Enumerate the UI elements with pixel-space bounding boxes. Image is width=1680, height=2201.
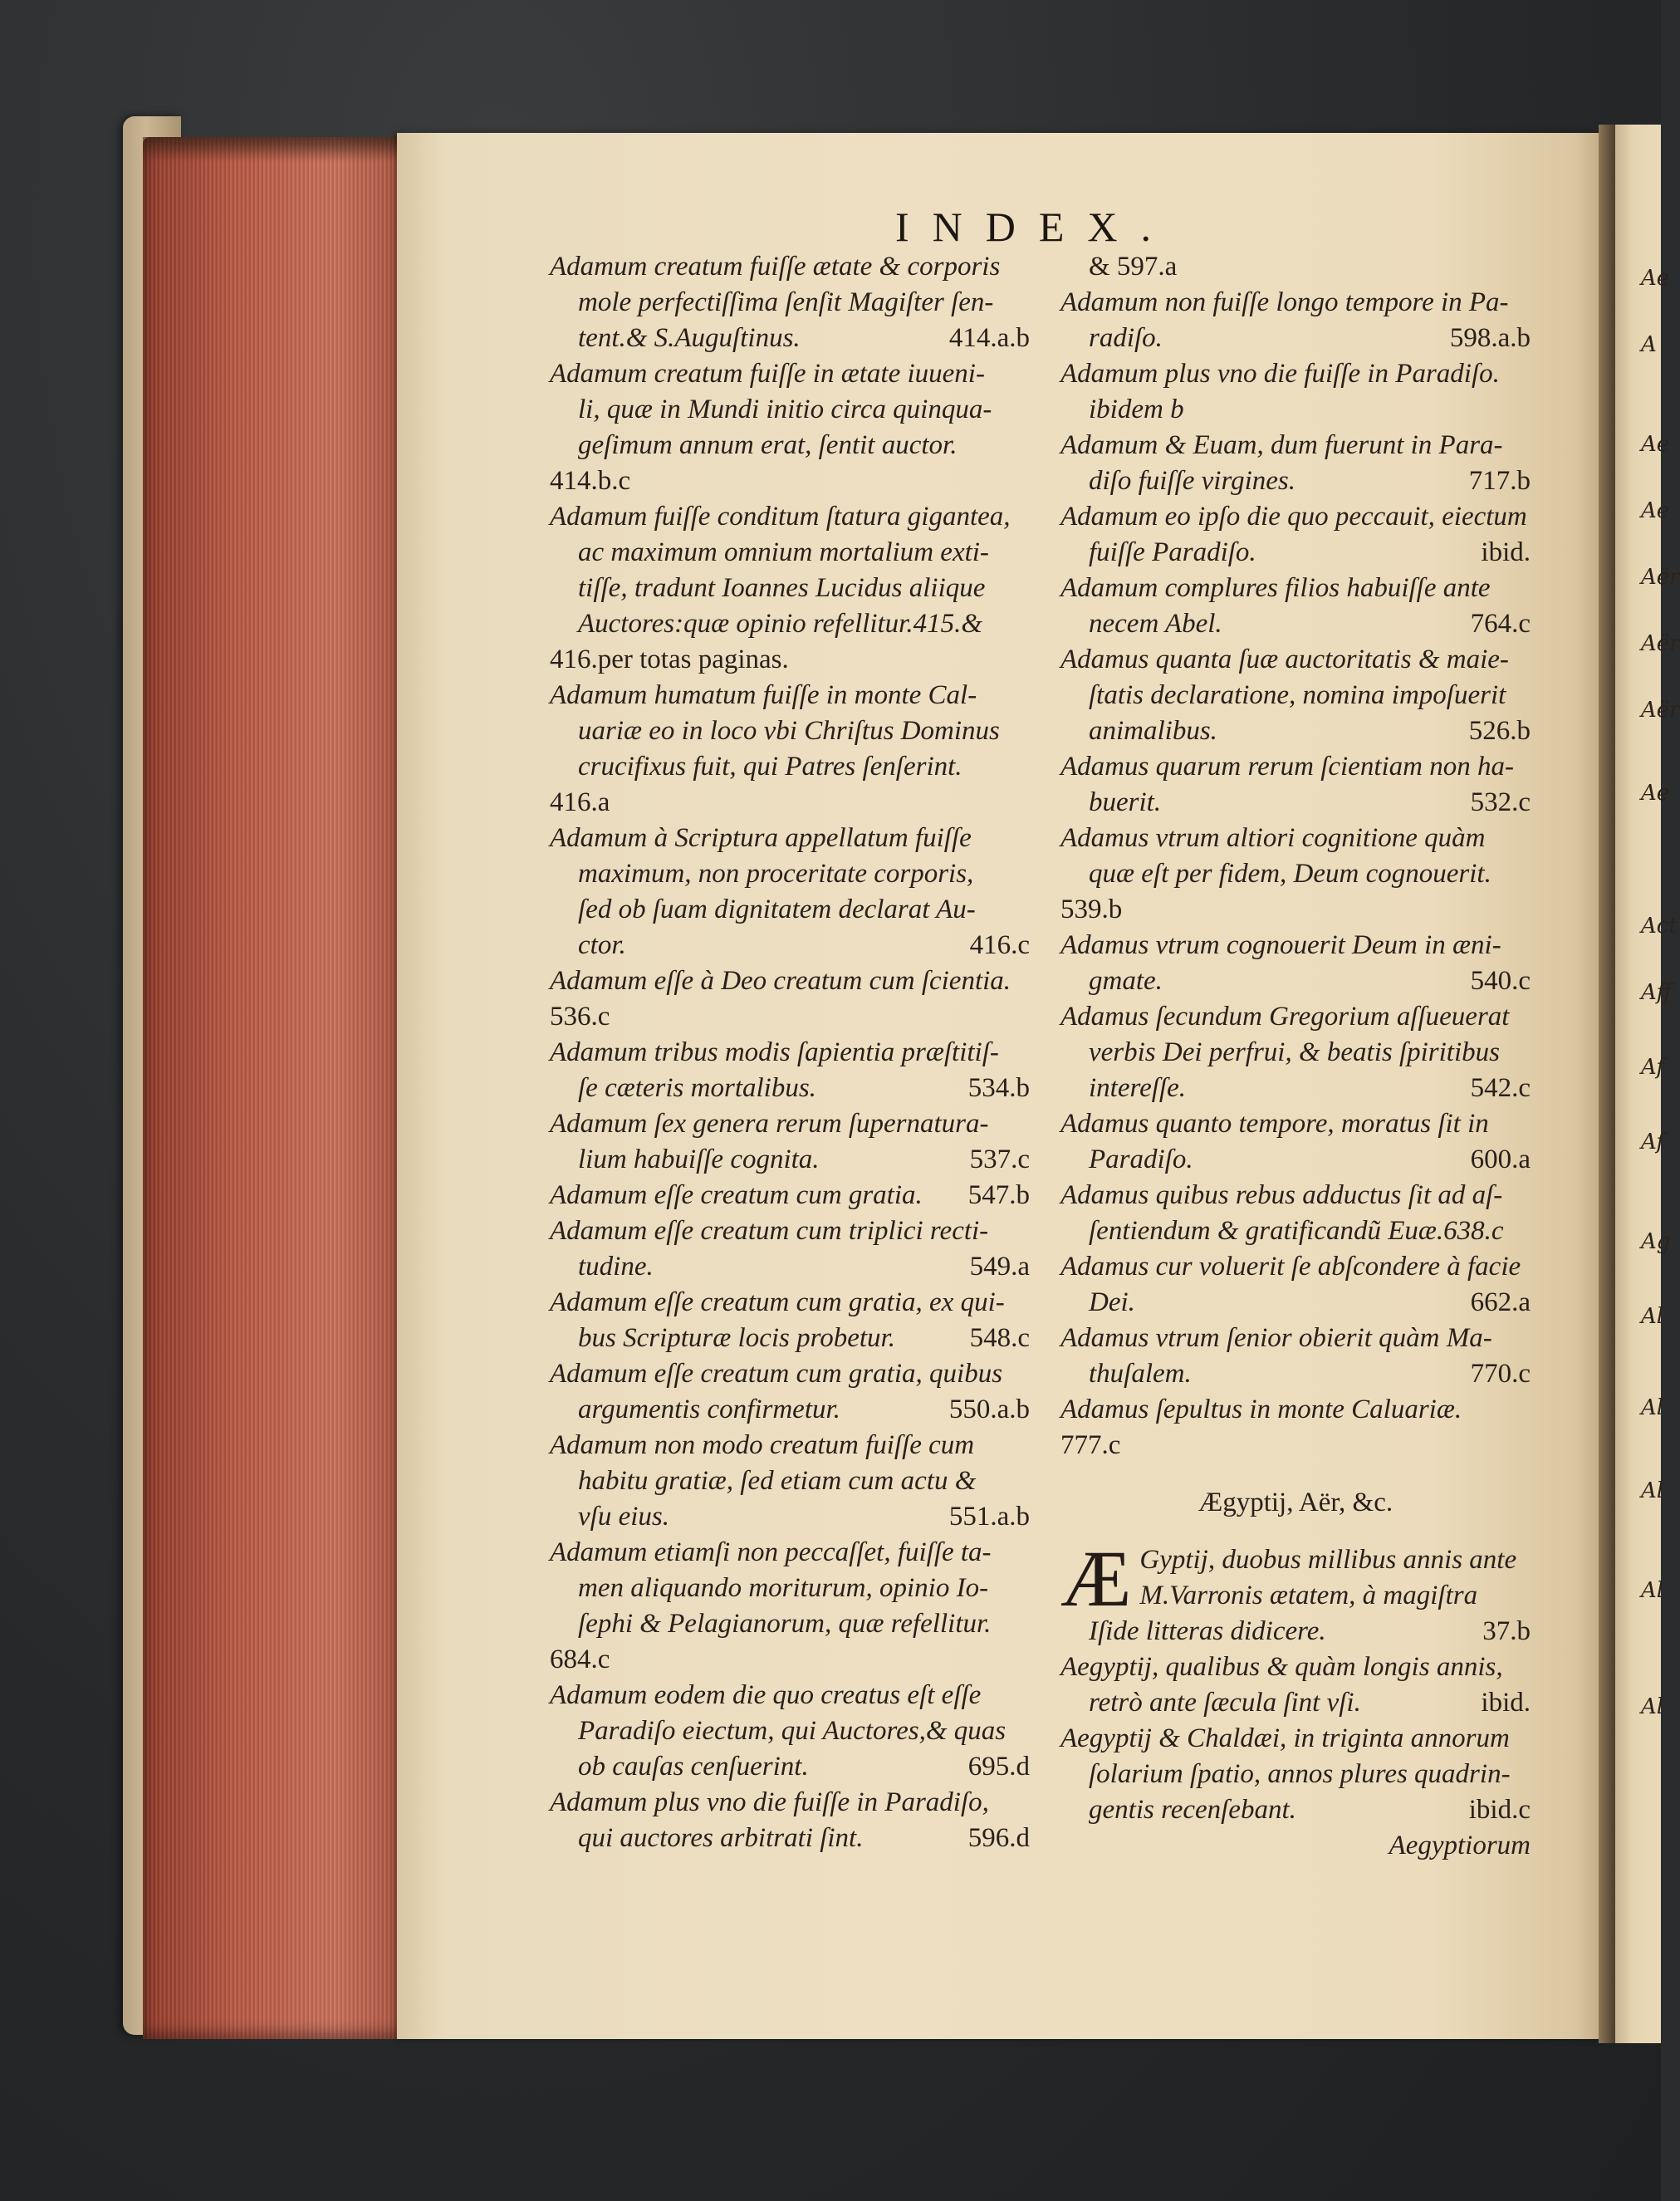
index-entry [550, 249, 1030, 356]
entry-line: Adamus ſecundum Gregorium aſſueuerat [1060, 1002, 1510, 1032]
page-reference: 547.b [967, 1180, 1030, 1210]
entry-line [1060, 321, 1531, 356]
index-entry [1060, 1650, 1531, 1721]
entry-line: Adamum à Scriptura appellatum fuiſſe [550, 823, 972, 853]
page-reference: 662.a [1470, 1287, 1531, 1317]
index-entry [550, 1428, 1030, 1535]
entry-line: uariæ eo in loco vbi Chriſtus Dominus [578, 716, 1000, 746]
entry-line: ſed ob ſuam dignitatem declarat Au- [578, 895, 976, 924]
entry-line: Adamum plus vno die fuiſſe in Paradiſo. [1060, 359, 1500, 389]
entry-line [1060, 535, 1531, 571]
entry-text: tudine. [578, 1252, 654, 1282]
entry-line [550, 321, 1030, 356]
facing-page-glyph: A [1641, 332, 1657, 357]
facing-page-glyph: Ag [1641, 1229, 1671, 1254]
page-reference: 416.per totas paginas. [550, 645, 789, 674]
page-reference: 534.b [967, 1073, 1030, 1103]
entry-line: Aegyptij & Chaldæi, in triginta annorum [1060, 1723, 1510, 1753]
facing-page-glyph: Al [1641, 1694, 1664, 1719]
entry-line [1060, 1614, 1531, 1650]
entry-line [1060, 785, 1531, 821]
index-entry [1060, 999, 1531, 1106]
index-entry [550, 821, 1030, 963]
index-entry [1060, 356, 1531, 428]
entry-line [550, 1392, 1030, 1428]
page-reference: 526.b [1468, 716, 1531, 746]
index-entry [1060, 1721, 1531, 1828]
entry-line [550, 1071, 1030, 1106]
entry-line [1060, 713, 1531, 749]
index-entry [1060, 821, 1531, 928]
entry-text: buerit. [1089, 787, 1162, 817]
page-reference: 550.a.b [948, 1395, 1030, 1424]
entry-line: Adamum eſſe creatum cum gratia, ex qui- [550, 1287, 1005, 1317]
entry-line: Adamus quibus rebus adductus ſit ad aſ- [1060, 1180, 1503, 1210]
entry-text: ſe cæteris mortalibus. [578, 1073, 816, 1103]
page-edges-red [143, 137, 417, 2039]
right-column [1060, 249, 1531, 1864]
page-reference: 551.a.b [948, 1502, 1030, 1532]
section-title: Ægyptij, Aër, &c. [1198, 1488, 1393, 1517]
drop-cap-letter: Æ [1060, 1534, 1132, 1623]
facing-page-glyph: Aër [1641, 565, 1680, 590]
entry-line [1060, 606, 1531, 642]
index-entry [550, 678, 1030, 821]
page-reference: 540.c [1470, 966, 1531, 996]
entry-line: li, quæ in Mundi initio circa quinqua- [578, 395, 992, 424]
entry-line [550, 928, 1030, 963]
facing-page-glyph: Al [1641, 1578, 1664, 1603]
entry-line: tiſſe, tradunt Ioannes Lucidus aliique [578, 573, 986, 603]
page-reference: 596.d [967, 1823, 1030, 1853]
entry-line [550, 1321, 1030, 1356]
entry-line: geſimum annum erat, ſentit auctor. [578, 430, 958, 460]
entry-text: animalibus. [1089, 716, 1217, 746]
index-entry [550, 1106, 1030, 1178]
entry-text: diſo fuiſſe virgines. [1089, 466, 1296, 496]
entry-line [550, 1749, 1030, 1785]
page-reference: 536.c [550, 1002, 610, 1032]
page-reference: 37.b [1482, 1616, 1531, 1646]
entry-line: quæ eſt per fidem, Deum cognouerit. [1089, 859, 1491, 889]
facing-page-strip [1615, 125, 1664, 2043]
index-entry [550, 1535, 1030, 1678]
entry-text: fuiſſe Paradiſo. [1089, 537, 1256, 567]
index-entry [1060, 1534, 1531, 1650]
entry-text: tent.& S.Auguſtinus. [578, 323, 801, 353]
entry-text: retrò ante ſæcula ſint vſi. [1089, 1688, 1361, 1718]
entry-line: Adamum eo ipſo die quo peccauit, eiectum [1060, 502, 1527, 532]
index-entry [550, 499, 1030, 678]
entry-line: Adamum non fuiſſe longo tempore in Pa- [1060, 287, 1509, 317]
entry-line: Adamum tribus modis ſapientia præſtitiſ- [550, 1037, 999, 1067]
entry-line: ſephi & Pelagianorum, quæ refellitur. [578, 1609, 992, 1639]
facing-page-glyph: Al [1641, 1478, 1664, 1503]
index-entry [1060, 642, 1531, 749]
entry-text: argumentis confirmetur. [578, 1395, 840, 1424]
page-reference: ibid. [1481, 537, 1531, 567]
index-entry [1060, 285, 1531, 356]
entry-text: Dei. [1089, 1287, 1135, 1317]
entry-line [1060, 1792, 1531, 1828]
entry-line: crucifixus fuit, qui Patres ſenſerint. [578, 752, 962, 782]
entry-line: Paradiſo eiectum, qui Auctores,& quas [578, 1716, 1007, 1746]
index-entry [550, 963, 1030, 1035]
page-reference: 764.c [1470, 609, 1531, 639]
entry-text: radiſo. [1089, 323, 1163, 353]
page-reference: 549.a [969, 1252, 1030, 1282]
page-reference: 684.c [550, 1645, 610, 1674]
index-entry [1060, 249, 1531, 285]
entry-line [550, 1821, 1030, 1856]
page-edges-shadow [143, 137, 417, 162]
entry-line [1060, 1071, 1531, 1106]
page-reference: 414.a.b [948, 323, 1030, 353]
entry-line: Adamum & Euam, dum fuerunt in Para- [1060, 430, 1503, 460]
entry-line [1060, 1356, 1531, 1392]
page-reference: 548.c [969, 1323, 1030, 1353]
entry-line: Adamus vtrum altiori cognitione quàm [1060, 823, 1486, 853]
index-entry [1060, 1106, 1531, 1178]
index-entry [1060, 1249, 1531, 1321]
entry-line: Adamum creatum fuiſſe in ætate iuueni- [550, 359, 985, 389]
entry-line: Adamum plus vno die fuiſſe in Paradiſo, [550, 1787, 989, 1817]
left-column [550, 249, 1030, 1856]
entry-text: thuſalem. [1089, 1359, 1192, 1389]
catchword: Aegyptiorum [1389, 1831, 1531, 1860]
entry-text: gentis recenſebant. [1089, 1795, 1296, 1825]
facing-page-glyph: Af [1641, 1130, 1664, 1154]
entry-line: verbis Dei perfrui, & beatis ſpiritibus [1089, 1037, 1500, 1067]
index-entry [1060, 428, 1531, 499]
entry-line [1060, 963, 1531, 999]
index-entry [550, 1785, 1030, 1856]
index-entry [1060, 1321, 1531, 1392]
entry-line: Adamum eſſe creatum cum triplici recti- [550, 1216, 989, 1246]
right-column-entries [1060, 249, 1531, 1463]
entry-line: M.Varronis ætatem, à magiſtra [1139, 1581, 1478, 1610]
page-reference: 532.c [1470, 787, 1531, 817]
entry-line [1060, 1685, 1531, 1721]
entry-line: Adamum complures filios habuiſſe ante [1060, 573, 1491, 603]
page-reference: 600.a [1470, 1145, 1531, 1174]
facing-page-glyph: Al [1641, 1395, 1664, 1420]
entry-line: ſentiendum & gratificandũ Euæ.638.c [1089, 1216, 1504, 1246]
entry-line: Adamus quanta ſuæ auctoritatis & maie- [1060, 645, 1509, 674]
index-entry [550, 356, 1030, 499]
entry-line: Adamus ſepultus in monte Caluariæ. [1060, 1395, 1462, 1424]
index-entry [550, 1178, 1030, 1213]
entry-line: Adamus vtrum cognouerit Deum in æni- [1060, 930, 1501, 960]
facing-page-glyph: Ae [1641, 266, 1670, 291]
section-entries [1060, 1534, 1531, 1828]
page-reference: & 597.a [1089, 252, 1178, 282]
entry-text: ob cauſas cenſuerint. [578, 1752, 809, 1782]
page-reference: 717.b [1468, 466, 1531, 496]
facing-page-glyph: Ae [1641, 432, 1670, 457]
entry-line [1060, 1285, 1531, 1321]
page-reference: 416.a [550, 787, 610, 817]
entry-line: ac maximum omnium mortalium exti- [578, 537, 989, 567]
facing-page-glyph: Af [1641, 1055, 1664, 1080]
index-entry [1060, 499, 1531, 571]
index-entry [1060, 1392, 1531, 1463]
entry-text: ctor. [578, 930, 626, 960]
entry-text: necem Abel. [1089, 609, 1222, 639]
entry-line: Adamus cur voluerit ſe abſcondere à facie [1060, 1252, 1521, 1282]
page-reference: 542.c [1470, 1073, 1531, 1103]
entry-line: Aegyptij, qualibus & quàm longis annis, [1060, 1652, 1503, 1682]
page-header: INDEX. [895, 203, 1175, 250]
page-reference: 777.c [1060, 1430, 1121, 1460]
entry-line: Adamus vtrum ſenior obierit quàm Ma- [1060, 1323, 1492, 1353]
entry-line: Adamum eſſe à Deo creatum cum ſcientia. [550, 966, 1011, 996]
page-reference: 416.c [969, 930, 1030, 960]
index-entry [1060, 928, 1531, 999]
facing-page-glyph: Aër [1641, 698, 1680, 723]
entry-line [550, 1142, 1030, 1178]
index-entry [550, 1285, 1030, 1356]
facing-page-glyph: Aër [1641, 631, 1680, 656]
entry-line: ſolarium ſpatio, annos plures quadrin- [1089, 1759, 1511, 1789]
entry-line: ſtatis declaratione, nomina impoſuerit [1089, 680, 1506, 710]
facing-page-glyph: Ae [1641, 498, 1670, 523]
page-reference: 598.a.b [1449, 323, 1531, 353]
entry-line: habitu gratiæ, ſed etiam cum actu & [578, 1466, 977, 1496]
entry-line [1060, 463, 1531, 499]
page-reference: ibid. [1481, 1688, 1531, 1718]
entry-line: Adamum etiamſi non peccaſſet, fuiſſe ta- [550, 1537, 992, 1567]
entry-line: Adamum creatum fuiſſe ætate & corporis [550, 252, 1001, 282]
entry-line: Adamus quarum rerum ſcientiam non ha- [1060, 752, 1514, 782]
entry-text: vſu eius. [578, 1502, 669, 1532]
entry-line [550, 1499, 1030, 1535]
entry-text: Iſide litteras didicere. [1089, 1616, 1326, 1646]
facing-page-glyph: Ae [1641, 781, 1670, 806]
entry-line [550, 1178, 1030, 1213]
entry-line: Adamum non modo creatum fuiſſe cum [550, 1430, 975, 1460]
index-entry [1060, 749, 1531, 821]
entry-line: maximum, non proceritate corporis, [578, 859, 974, 889]
entry-line: ibidem b [1089, 395, 1184, 424]
entry-line: Gyptij, duobus millibus annis ante [1139, 1545, 1517, 1575]
entry-line: Adamum ſex genera rerum ſupernatura- [550, 1109, 989, 1139]
facing-page-glyph: Al [1641, 1304, 1664, 1329]
entry-text: gmate. [1089, 966, 1163, 996]
entry-line: Adamum fuiſſe conditum ſtatura gigantea, [550, 502, 1011, 532]
entry-line: Adamum eſſe creatum cum gratia, quibus [550, 1359, 1003, 1389]
entry-text: lium habuiſſe cognita. [578, 1145, 820, 1174]
index-entry [550, 1678, 1030, 1785]
page-reference: 414.b.c [550, 466, 631, 496]
entry-line: Auctores:quæ opinio refellitur.415.& [578, 609, 983, 639]
entry-line: Adamum eodem die quo creatus eſt eſſe [550, 1680, 982, 1710]
facing-page-glyph: Act [1641, 914, 1678, 939]
entry-line: mole perfectiſſima ſenſit Magiſter ſen- [578, 287, 994, 317]
page-reference: 537.c [969, 1145, 1030, 1174]
page-reference: 770.c [1470, 1359, 1531, 1389]
entry-line: Adamum humatum fuiſſe in monte Cal- [550, 680, 977, 710]
index-entry [1060, 1178, 1531, 1249]
entry-text: bus Scripturæ locis probetur. [578, 1323, 895, 1353]
entry-text: Adamum eſſe creatum cum gratia. [550, 1180, 923, 1210]
page-reference: 695.d [967, 1752, 1030, 1782]
index-entry [1060, 571, 1531, 642]
index-entry [550, 1356, 1030, 1428]
entry-line [550, 1249, 1030, 1285]
index-entry [550, 1035, 1030, 1106]
facing-page-glyph: Aff [1641, 980, 1673, 1005]
entry-line: Adamus quanto tempore, moratus ſit in [1060, 1109, 1489, 1139]
entry-line [1060, 1142, 1531, 1178]
page-reference: 539.b [1060, 895, 1123, 924]
entry-text: qui auctores arbitrati ſint. [578, 1823, 864, 1853]
entry-text: Paradiſo. [1089, 1145, 1193, 1174]
page-reference: ibid.c [1468, 1795, 1531, 1825]
entry-line: men aliquando moriturum, opinio Io- [578, 1573, 989, 1603]
index-entry [550, 1213, 1030, 1285]
entry-text: intereſſe. [1089, 1073, 1186, 1103]
